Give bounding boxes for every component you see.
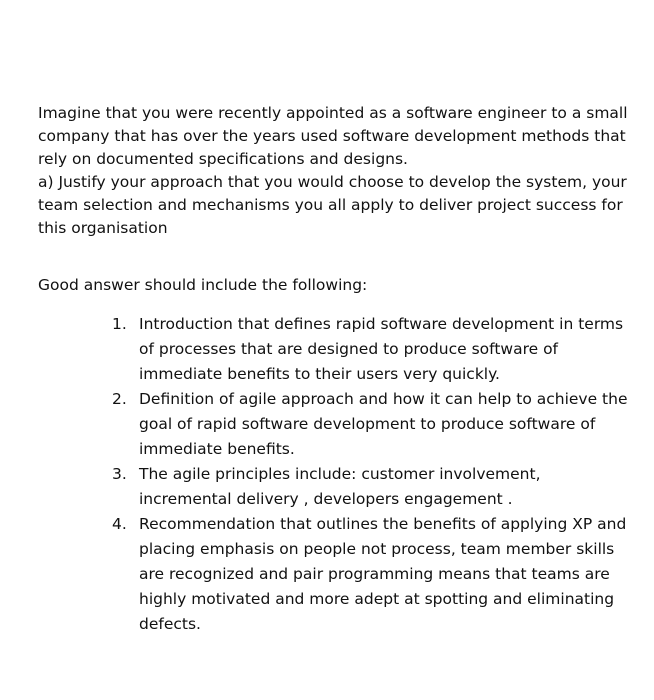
question-part-a: a) Justify your approach that you would choose to develop the system, your team selection and mechanisms you all apply to deliver project success for this organisation — [38, 173, 627, 237]
answer-intro: Good answer should include the following: — [38, 276, 368, 294]
answer-item-3 — [112, 462, 632, 512]
answer-item-4 — [112, 512, 632, 637]
answer-item-number: 2. — [112, 390, 127, 408]
question-paragraph: Imagine that you were recently appointed as a software engineer to a small company that has over the years used software development methods that rely on documented specifications and designs. — [38, 104, 628, 168]
answer-list — [112, 312, 632, 637]
answer-item-text: Definition of agile approach and how it can help to achieve the goal of rapid software development to produce software of immediate benefits. — [139, 390, 628, 458]
answer-item-number: 4. — [112, 515, 127, 533]
answer-item-1 — [112, 312, 632, 387]
answer-item-number: 3. — [112, 465, 127, 483]
answer-item-2 — [112, 387, 632, 462]
answer-item-text: Introduction that defines rapid software development in terms of processes that are designed to produce software of immediate benefits to their users very quickly. — [139, 315, 624, 383]
question-block — [38, 102, 638, 240]
answer-item-number: 1. — [112, 315, 127, 333]
answer-item-text: Recommendation that outlines the benefits of applying XP and placing emphasis on people not process, team member skills are recognized and pair programming means that teams are highly motivated and more adept at spotting and eliminating defects. — [139, 515, 627, 633]
answer-item-text: The agile principles include: customer involvement, incremental delivery , developers engagement . — [139, 465, 541, 508]
